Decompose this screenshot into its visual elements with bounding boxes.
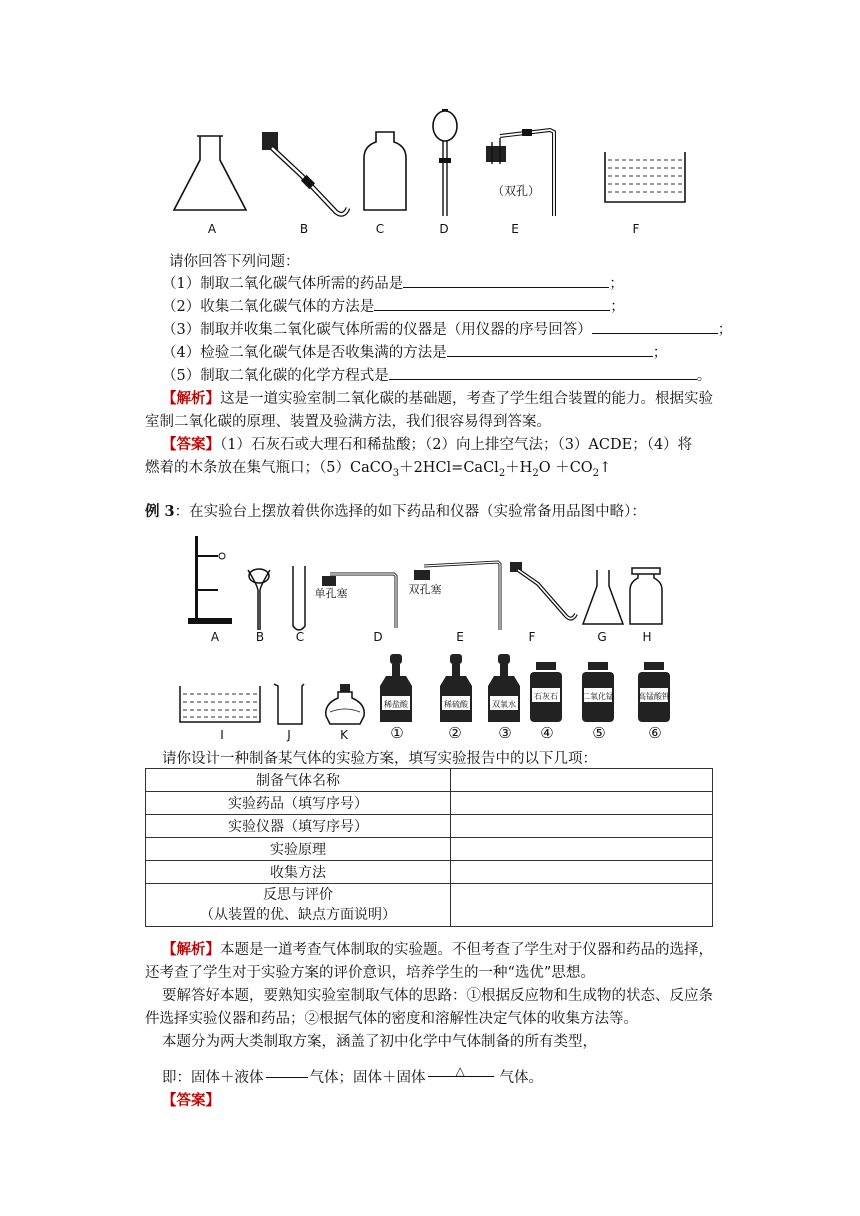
fig1-label-d: D	[439, 222, 449, 236]
fig2-label-k: K	[340, 728, 348, 742]
table-cell-answer[interactable]	[451, 884, 713, 927]
fig2-label-j: J	[287, 728, 291, 742]
table-row	[146, 815, 713, 838]
fig2-label-g: G	[597, 630, 607, 644]
fig1-label-a: A	[207, 222, 217, 236]
analysis-2-line-2: 还考查了学生对于实验方案的评价意识，培养学生的一种“选优”思想。	[145, 965, 595, 981]
question-3: （3）制取并收集二氧化碳气体所需的仪器是（用仪器的序号回答） ；	[162, 318, 732, 339]
table-cell-answer[interactable]	[451, 838, 713, 861]
analysis-2-line-3: 要解答好本题，要熟知实验室制取气体的思路：①根据反应物和生成物的状态、反应条	[162, 988, 713, 1004]
analysis-2-line-4: 件选择实验仪器和药品；②根据气体的密度和溶解性决定气体的收集方法等。	[145, 1011, 638, 1027]
question-4: （4）检验二氧化碳气体是否收集满的方法是 ；	[162, 341, 667, 362]
analysis-2-line-6: 即：固体＋液体 气体；固体＋固体 △ 气体。	[162, 1064, 543, 1086]
table-cell-answer[interactable]	[451, 769, 713, 792]
reagent-bottle-3-icon	[484, 652, 524, 724]
design-intro: 请你设计一种制备某气体的实验方案，填写实验报告中的以下几项：	[162, 751, 597, 767]
stopper-bent-tube-icon	[258, 126, 354, 218]
analysis-2-line-1: 【解析】本题是一道考查气体制取的实验题。不但考查了学生对于仪器和药品的选择，	[162, 941, 713, 958]
iron-stand-icon	[186, 534, 242, 626]
fig2-label-b: B	[255, 630, 265, 644]
fig2-label-4: ④	[540, 724, 554, 742]
answer-tag-2: 【答案】	[162, 1092, 220, 1109]
table-row	[146, 792, 713, 815]
fig2-label-6: ⑥	[648, 724, 662, 742]
example-3-heading: 例 3：在实验台上摆放着供你选择的如下药品和仪器（实验常备用品图中略）：	[145, 503, 646, 520]
table-cell-label: 制备气体名称	[146, 769, 451, 792]
experiment-report-table	[145, 768, 713, 927]
separating-funnel-icon	[430, 106, 460, 220]
heat-symbol: △	[455, 1064, 465, 1078]
fig1-label-e: E	[511, 222, 519, 236]
answer-tag: 【答案】	[162, 436, 220, 453]
analysis-1-line-2: 室制二氧化碳的原理、装置及验满方法，我们很容易得到答案。	[145, 414, 551, 430]
reaction-arrow-icon	[266, 1077, 308, 1078]
table-cell-answer[interactable]	[451, 815, 713, 838]
single-hole-note: 单孔塞	[314, 587, 348, 600]
table-cell-label: 实验药品（填写序号）	[146, 792, 451, 815]
table-cell-label: 实验原理	[146, 838, 451, 861]
water-trough-2-icon	[178, 684, 262, 724]
water-trough-icon	[602, 148, 688, 206]
fig2-label-3: ③	[498, 724, 512, 742]
conical-flask-icon	[170, 132, 250, 214]
table-cell-answer[interactable]	[451, 792, 713, 815]
bottle-label-6: 高锰酸钾	[638, 692, 670, 701]
fig2-label-2: ②	[448, 724, 462, 742]
answer-1-line-1: 【答案】（1）石灰石或大理石和稀盐酸；（2）向上排空气法；（3）ACDE；（4）将	[162, 436, 693, 453]
conical-flask-2-icon	[580, 568, 626, 628]
table-row	[146, 884, 713, 927]
fig1-label-f: F	[632, 222, 640, 236]
fig2-label-h: H	[642, 630, 652, 644]
fig1-label-c: C	[375, 222, 385, 236]
double-hole-note-2: 双孔塞	[408, 583, 442, 596]
fig2-label-d: D	[373, 630, 383, 644]
analysis-1-line-1: 【解析】这是一道实验室制二氧化碳的基础题，考查了学生组合装置的能力。根据实验	[162, 390, 713, 407]
bottle-label-3: 双氧水	[492, 700, 516, 709]
fig2-label-c: C	[295, 630, 305, 644]
fig2-label-a: A	[210, 630, 220, 644]
reaction-arrow-2-icon	[428, 1076, 494, 1077]
bottle-label-5: 二氧化锰	[582, 692, 614, 701]
fig2-label-e: E	[456, 630, 464, 644]
table-cell-answer[interactable]	[451, 861, 713, 884]
bottle-label-4: 石灰石	[534, 692, 558, 701]
bent-tube-icon	[508, 560, 578, 624]
fig2-label-f: F	[528, 630, 536, 644]
bottle-label-1: 稀盐酸	[384, 700, 408, 709]
analysis-tag: 【解析】	[162, 390, 220, 407]
table-row	[146, 769, 713, 792]
question-5: （5）制取二氧化碳的化学方程式是 。	[162, 364, 711, 385]
question-2: （2）收集二氧化碳气体的方法是 ；	[162, 295, 625, 316]
gas-jar-2-icon	[628, 566, 664, 628]
question-intro: 请你回答下列问题：	[169, 254, 300, 270]
long-neck-funnel-icon	[246, 566, 272, 632]
analysis-tag-2: 【解析】	[162, 941, 220, 958]
alcohol-lamp-icon	[322, 682, 368, 726]
answer-2-heading	[162, 1089, 220, 1110]
reagent-bottle-1-icon	[376, 652, 416, 724]
question-1: （1）制取二氧化碳气体所需的药品是 ；	[162, 272, 624, 293]
reagent-bottle-2-icon	[436, 652, 476, 724]
fig2-label-5: ⑤	[592, 724, 606, 742]
table-row	[146, 861, 713, 884]
table-cell-label: 实验仪器（填写序号）	[146, 815, 451, 838]
table-cell-label: 收集方法	[146, 861, 451, 884]
fig2-label-i: I	[220, 728, 224, 742]
analysis-2-line-5: 本题分为两大类制取方案，涵盖了初中化学中气体制备的所有类型，	[162, 1034, 597, 1050]
beaker-icon	[272, 682, 306, 726]
double-hole-stopper-icon	[484, 124, 574, 220]
fig1-label-b: B	[299, 222, 309, 236]
table-row	[146, 838, 713, 861]
gas-jar-icon	[360, 128, 410, 214]
fig2-label-1: ①	[390, 724, 404, 742]
answer-1-line-2: 燃着的木条放在集气瓶口；$(5)CaCO_3+2HCl=CaCl_2+H_2O$ $+CO_2↑$	[145, 460, 612, 479]
bottle-label-2: 稀硫酸	[444, 700, 468, 709]
double-hole-note: （双孔）	[491, 184, 540, 198]
table-cell-label: 反思与评价 （从装置的优、缺点方面说明）	[146, 884, 451, 927]
